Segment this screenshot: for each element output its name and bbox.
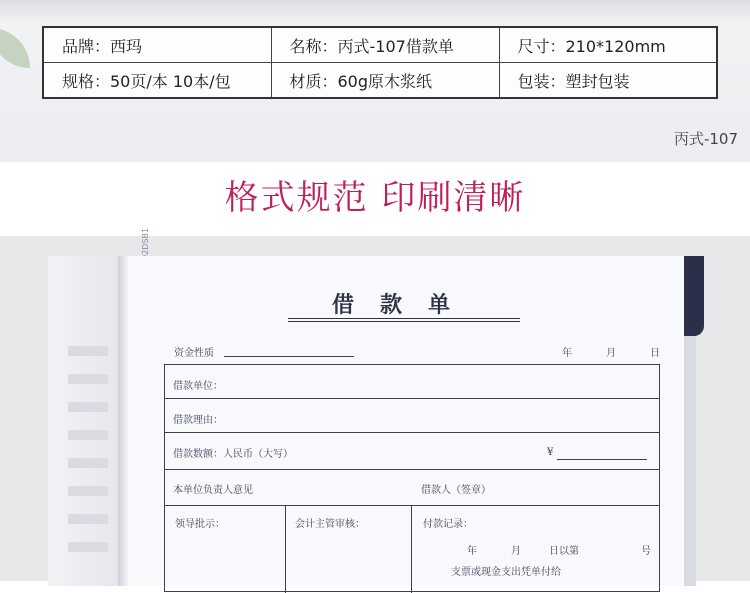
stub-ghost-text [68,430,108,440]
spec-packing: 包装：塑封包装 [499,63,717,99]
col-divider [285,505,286,593]
spec-table [42,26,718,99]
title-rule [288,321,520,322]
row-divider [165,505,659,506]
date-day: 日 [650,348,660,359]
spec-size: 尺寸：210*120mm [499,27,717,63]
product-photo [0,236,750,581]
spec-row [43,27,717,63]
col-divider [411,505,412,593]
slogan: 格式规范 印刷清晰 [224,178,526,218]
model-code: 丙式-107 [673,130,738,148]
book-cover-edge [684,256,704,336]
opinion-label: 本单位负责人意见 [173,485,253,496]
amount-label: 借款数额：人民币（大写） [173,449,293,460]
accountant-label: 会计主管审核： [295,519,365,530]
form-title: 借款单 [331,292,476,318]
pay-note: 支票或现金支出凭单付给 [451,567,561,578]
stub-ghost-text [68,458,108,468]
capital-nature-line [224,356,354,357]
borrower-label: 借款人（签章） [421,485,491,496]
stub-ghost-text [68,346,108,356]
spec-row [43,63,717,99]
yen-label: ¥ [547,447,554,458]
book-spine [118,256,128,586]
title-rule [288,318,520,319]
leader-label: 领导批示： [175,519,225,530]
pay-year: 年 [467,546,477,557]
spec-specification: 规格：50页/本 10本/包 [43,63,271,99]
product-spec-band [0,0,750,162]
leaf-decoration [0,28,30,68]
loan-form-page [128,256,684,586]
stub-ghost-text [68,542,108,552]
spec-brand: 品牌：西玛 [43,27,271,63]
payment-label: 付款记录： [423,519,473,530]
stub-page [48,256,118,586]
date-month: 月 [606,348,616,359]
spec-material: 材质：60g原木浆纸 [271,63,499,99]
reason-label: 借款理由： [173,415,223,426]
pay-month: 月 [511,546,521,557]
capital-nature-label: 资金性质 [174,348,214,359]
unit-label: 借款单位： [173,381,223,392]
row-divider [165,432,659,433]
spec-name: 名称：丙式-107借款单 [271,27,499,63]
stub-ghost-text [68,374,108,384]
loan-form-grid [164,364,660,592]
top-shadow [0,0,750,22]
stub-ghost-text [68,514,108,524]
stub-ghost-text [68,486,108,496]
pay-day-no: 日以第 [549,546,579,557]
pay-number: 号 [641,546,651,557]
date-year: 年 [562,348,572,359]
row-divider [165,469,659,470]
stub-ghost-text [68,402,108,412]
row-divider [165,398,659,399]
amount-figure-line [557,459,647,460]
